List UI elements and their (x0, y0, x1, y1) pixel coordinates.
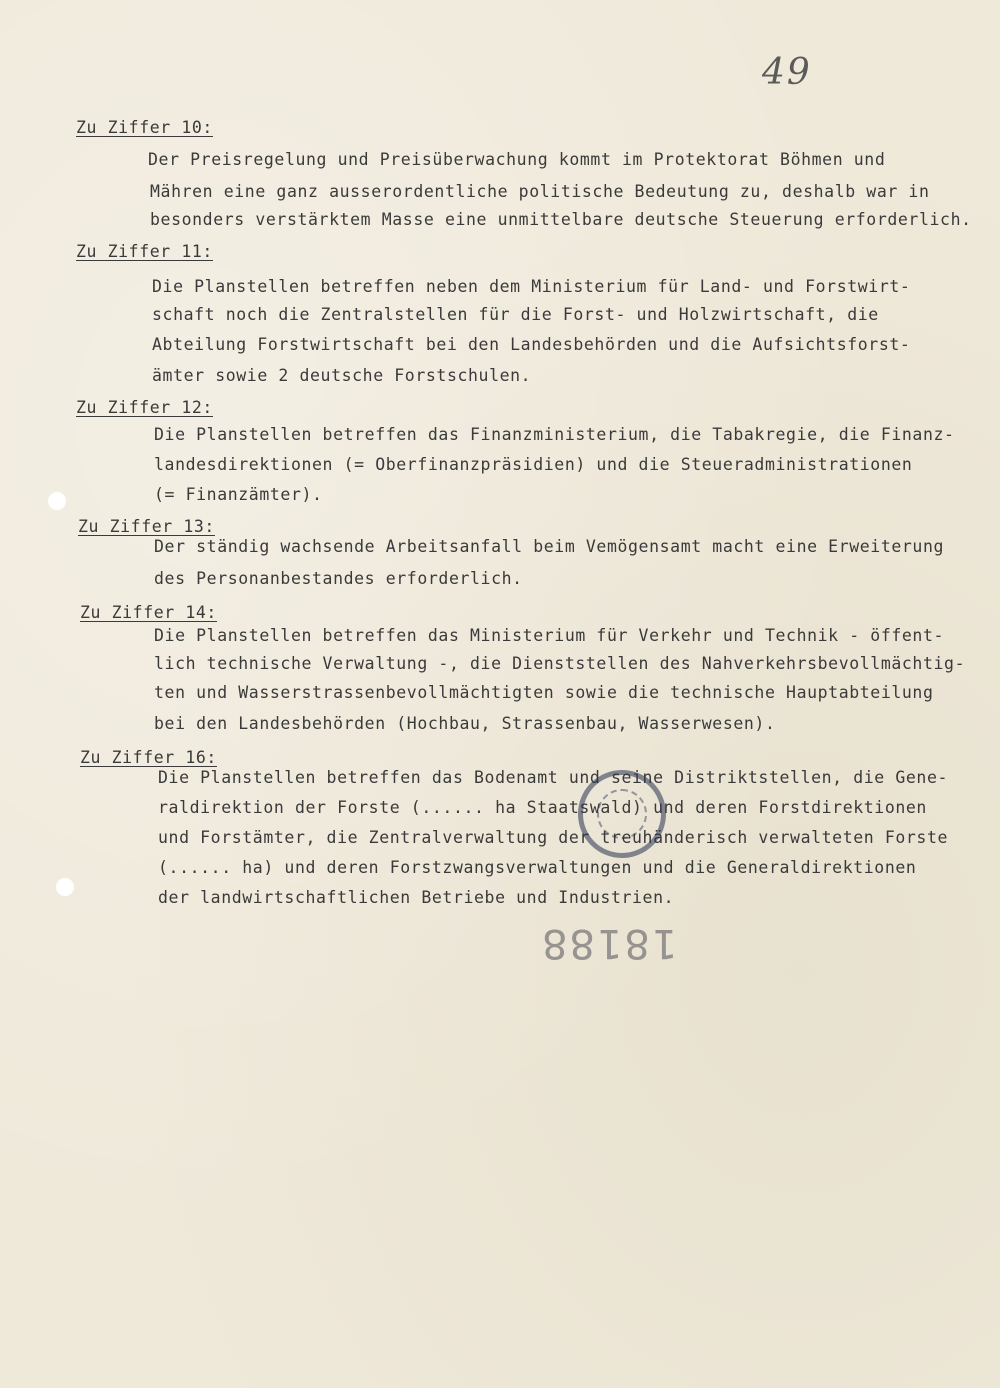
text-line: Abteilung Forstwirtschaft bei den Landesbehörden und die Aufsichtsforst- (152, 335, 911, 354)
text-line: lich technische Verwaltung -, die Dienststellen des Nahverkehrsbevollmächtig- (154, 654, 966, 673)
punch-hole (56, 878, 74, 896)
text-line: Der Preisregelung und Preisüberwachung kommt im Protektorat Böhmen und (148, 150, 886, 169)
text-line: Die Planstellen betreffen das Ministerium für Verkehr und Technik - öffent- (154, 626, 945, 645)
text-line: Die Planstellen betreffen das Finanzministerium, die Tabakregie, die Finanz- (154, 425, 955, 444)
punch-hole (48, 492, 66, 510)
text-line: raldirektion der Forste (...... ha Staatswald) und deren Forstdirektionen (158, 798, 927, 817)
section-heading: Zu Ziffer 12: (76, 398, 213, 417)
text-line: besonders verstärktem Masse eine unmittelbare deutsche Steuerung erforderlich. (150, 210, 972, 229)
section-heading: Zu Ziffer 10: (76, 118, 213, 137)
text-line: Die Planstellen betreffen neben dem Ministerium für Land- und Forstwirt- (152, 277, 911, 296)
text-line: bei den Landesbehörden (Hochbau, Strassenbau, Wasserwesen). (154, 714, 776, 733)
text-line: ten und Wasserstrassenbevollmächtigten sowie die technische Hauptabteilung (154, 683, 934, 702)
text-line: des Personanbestandes erforderlich. (154, 569, 523, 588)
text-line: landesdirektionen (= Oberfinanzpräsidien) und die Steueradministrationen (154, 455, 913, 474)
section-heading: Zu Ziffer 16: (80, 748, 217, 767)
text-line: schaft noch die Zentralstellen für die Forst- und Holzwirtschaft, die (152, 305, 879, 324)
text-line: (...... ha) und deren Forstzwangsverwaltungen und die Generaldirektionen (158, 858, 917, 877)
section-heading: Zu Ziffer 14: (80, 603, 217, 622)
text-line: Mähren eine ganz ausserordentliche politische Bedeutung zu, deshalb war in (150, 182, 930, 201)
text-line: Der ständig wachsende Arbeitsanfall beim Vemögensamt macht eine Erweiterung (154, 537, 945, 556)
page-number: 49 (762, 52, 812, 93)
section-heading: Zu Ziffer 13: (78, 517, 215, 536)
text-line: (= Finanzämter). (154, 485, 323, 504)
archive-number: 18188 (540, 920, 678, 966)
text-line: ämter sowie 2 deutsche Forstschulen. (152, 366, 532, 385)
text-line: der landwirtschaftlichen Betriebe und Industrien. (158, 888, 675, 907)
round-stamp (578, 770, 666, 858)
text-line: Die Planstellen betreffen das Bodenamt und seine Distriktstellen, die Gene- (158, 768, 949, 787)
stamp-emblem (597, 789, 647, 839)
text-line: und Forstämter, die Zentralverwaltung der treuhänderisch verwalteten Forste (158, 828, 949, 847)
section-heading: Zu Ziffer 11: (76, 242, 213, 261)
